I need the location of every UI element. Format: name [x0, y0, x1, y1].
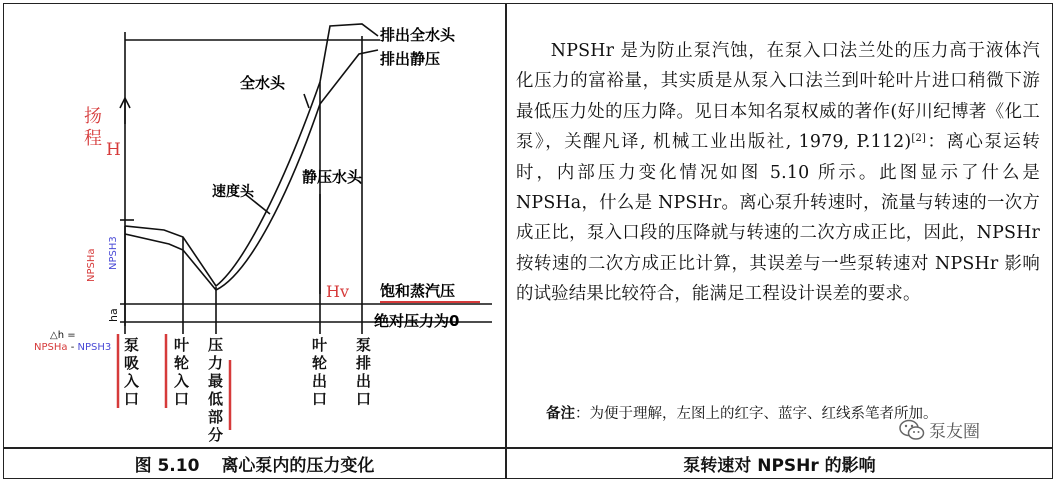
- svg-text:排: 排: [356, 354, 372, 372]
- x-label-pump-inlet: [124, 336, 139, 408]
- npsha-label: NPSHa: [86, 248, 97, 282]
- body-text: [516, 36, 1040, 310]
- delta-h-label: △h =: [50, 330, 76, 341]
- label-total-head-discharge: 排出全水头: [380, 26, 456, 44]
- paragraph-part-b: ：离心泵运转时，内部压力变化情况如图 5.10 所示。此图显示了什么是 NPSHa，什么是 NPSHr。离心泵升转速时，流量与转速的一次方成正比，泵入口段的压降就与转速的二次方成正比，因此，NPSHr 按转速的二次方成正比计算，其误差与一些泵转速对 NPSHr 影响的试验结果比较符合，能满足工程设计误差的要求。: [516, 132, 1040, 305]
- svg-text:入: 入: [124, 372, 140, 390]
- figure-caption-text: 离心泵内的压力变化: [221, 456, 375, 476]
- vertical-divider: [505, 4, 507, 478]
- svg-text:出: 出: [312, 372, 328, 390]
- pressure-diagram: [4, 4, 500, 444]
- delta-h-formula: NPSHa - NPSH3: [34, 342, 112, 353]
- note: [546, 402, 938, 423]
- svg-text:口: 口: [174, 390, 190, 408]
- note-label: 备注: [546, 406, 575, 422]
- label-static-head: 静压水头: [302, 168, 363, 186]
- reference-marker: [2]: [911, 133, 927, 145]
- text-caption: 泵转速对 NPSHr 的影响: [683, 456, 876, 476]
- npsh3-label: NPSH3: [108, 236, 119, 270]
- body-paragraph: [516, 36, 1040, 310]
- lift-char-1: 扬: [84, 106, 102, 127]
- x-label-impeller-outlet: [312, 336, 328, 408]
- svg-text:吸: 吸: [124, 354, 140, 372]
- figure-caption: [4, 448, 505, 479]
- wechat-icon: [899, 419, 925, 441]
- svg-text:入: 入: [174, 372, 190, 390]
- svg-text:低: 低: [208, 390, 224, 408]
- svg-text:叶: 叶: [174, 336, 190, 354]
- total-head-leader: [304, 94, 309, 108]
- note-text: ：为便于理解，左图上的红字、蓝字、红线系笔者所加。: [575, 406, 938, 422]
- svg-text:分: 分: [208, 426, 224, 444]
- svg-text:叶: 叶: [312, 336, 328, 354]
- label-saturated-vapor: 饱和蒸汽压: [380, 282, 456, 300]
- svg-text:出: 出: [356, 372, 372, 390]
- svg-text:口: 口: [312, 390, 328, 408]
- x-label-impeller-inlet: [174, 336, 190, 408]
- H-label: H: [106, 140, 121, 160]
- paragraph-part-a: NPSHr 是为防止泵汽蚀，在泵入口法兰处的压力高于液体汽化压力的富裕量，其实质是从泵入口法兰到叶轮叶片进口稍微下游最低压力处的压力降。见日本知名泵权威的著作(好川纪博著《化工泵》，关醒凡译, 机械工业出版社, 1979, P.112): [516, 41, 1040, 153]
- brand-logo-text: 泵友圈: [929, 422, 980, 442]
- brand-logo: [899, 417, 980, 442]
- x-label-pump-outlet: [356, 336, 371, 408]
- svg-text:部: 部: [208, 408, 224, 426]
- svg-text:轮: 轮: [174, 354, 190, 372]
- svg-text:轮: 轮: [312, 354, 328, 372]
- svg-text:泵: 泵: [124, 336, 140, 354]
- label-absolute-zero: 绝对压力为0: [374, 312, 460, 330]
- ha-label: ha: [107, 308, 120, 322]
- label-total-head: 全水头: [240, 74, 286, 92]
- svg-text:口: 口: [356, 390, 372, 408]
- svg-text:压: 压: [208, 336, 224, 354]
- svg-text:泵: 泵: [356, 336, 372, 354]
- label-static-discharge: 排出静压: [380, 50, 441, 68]
- svg-text:最: 最: [208, 372, 224, 390]
- x-label-lowest-pressure: [208, 336, 223, 444]
- total-head-curve: [125, 24, 378, 286]
- figure-caption-number: 图 5.10: [134, 456, 200, 476]
- svg-text:力: 力: [208, 354, 224, 372]
- label-velocity-head: 速度头: [212, 184, 254, 200]
- svg-text:口: 口: [124, 390, 140, 408]
- Hv-label: Hv: [326, 282, 349, 301]
- lift-char-2: 程: [84, 128, 102, 149]
